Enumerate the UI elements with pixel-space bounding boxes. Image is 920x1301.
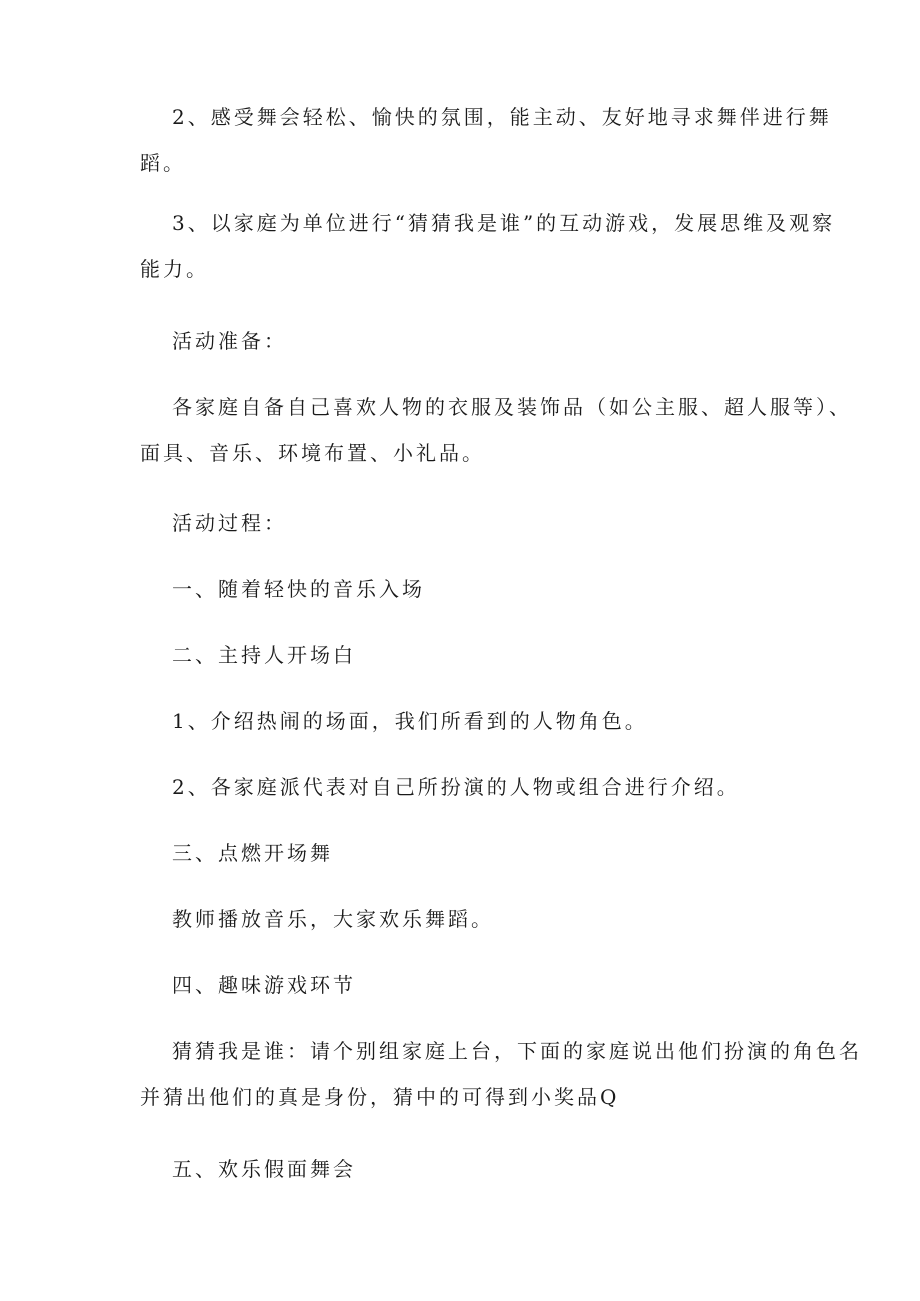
section-3-opening-dance — [140, 830, 780, 876]
text-line: 能力。 — [140, 257, 209, 281]
section-4-game-session — [140, 962, 780, 1008]
text-line: 1、介绍热闹的场面，我们所看到的人物角色。 — [172, 709, 648, 733]
text-line: 2、感受舞会轻松、愉快的氛围，能主动、友好地寻求舞伴进行舞 — [172, 105, 832, 129]
text-line: 并猜出他们的真是身份，猜中的可得到小奖品Q — [140, 1085, 620, 1109]
text-line: 活动准备： — [172, 329, 287, 353]
list-item-introduce-scene — [140, 698, 780, 744]
text-line: 2、各家庭派代表对自己所扮演的人物或组合进行介绍。 — [172, 775, 740, 799]
text-line: 四、趣味游戏环节 — [172, 973, 356, 997]
text-line: 教师播放音乐，大家欢乐舞蹈。 — [172, 907, 494, 931]
text-line: 活动过程： — [172, 511, 287, 535]
section-5-masquerade — [140, 1146, 780, 1192]
paragraph-objective-2 — [140, 94, 832, 186]
list-item-family-introductions — [140, 764, 780, 810]
text-line: 各家庭自备自己喜欢人物的衣服及装饰品（如公主服、超人服等）、 — [172, 395, 852, 419]
heading-activity-process — [140, 500, 780, 546]
paragraph-objective-3 — [140, 200, 836, 292]
text-line: 五、欢乐假面舞会 — [172, 1157, 356, 1181]
section-2-opening-remarks — [140, 632, 780, 678]
paragraph-guess-who-game — [140, 1028, 862, 1120]
text-line: 三、点燃开场舞 — [172, 841, 333, 865]
heading-activity-preparation — [140, 318, 780, 364]
text-line: 猜猜我是谁：请个别组家庭上台，下面的家庭说出他们扮演的角色名 — [172, 1039, 862, 1063]
text-line: 3、以家庭为单位进行“猜猜我是谁”的互动游戏，发展思维及观察 — [172, 211, 836, 235]
text-line: 二、主持人开场白 — [172, 643, 356, 667]
paragraph-preparation-items — [140, 384, 852, 476]
text-line: 蹈。 — [140, 151, 186, 175]
text-line: 一、随着轻快的音乐入场 — [172, 577, 425, 601]
text-line: 面具、音乐、环境布置、小礼品。 — [140, 441, 485, 465]
paragraph-music-dance — [140, 896, 780, 942]
section-1-entrance — [140, 566, 780, 612]
